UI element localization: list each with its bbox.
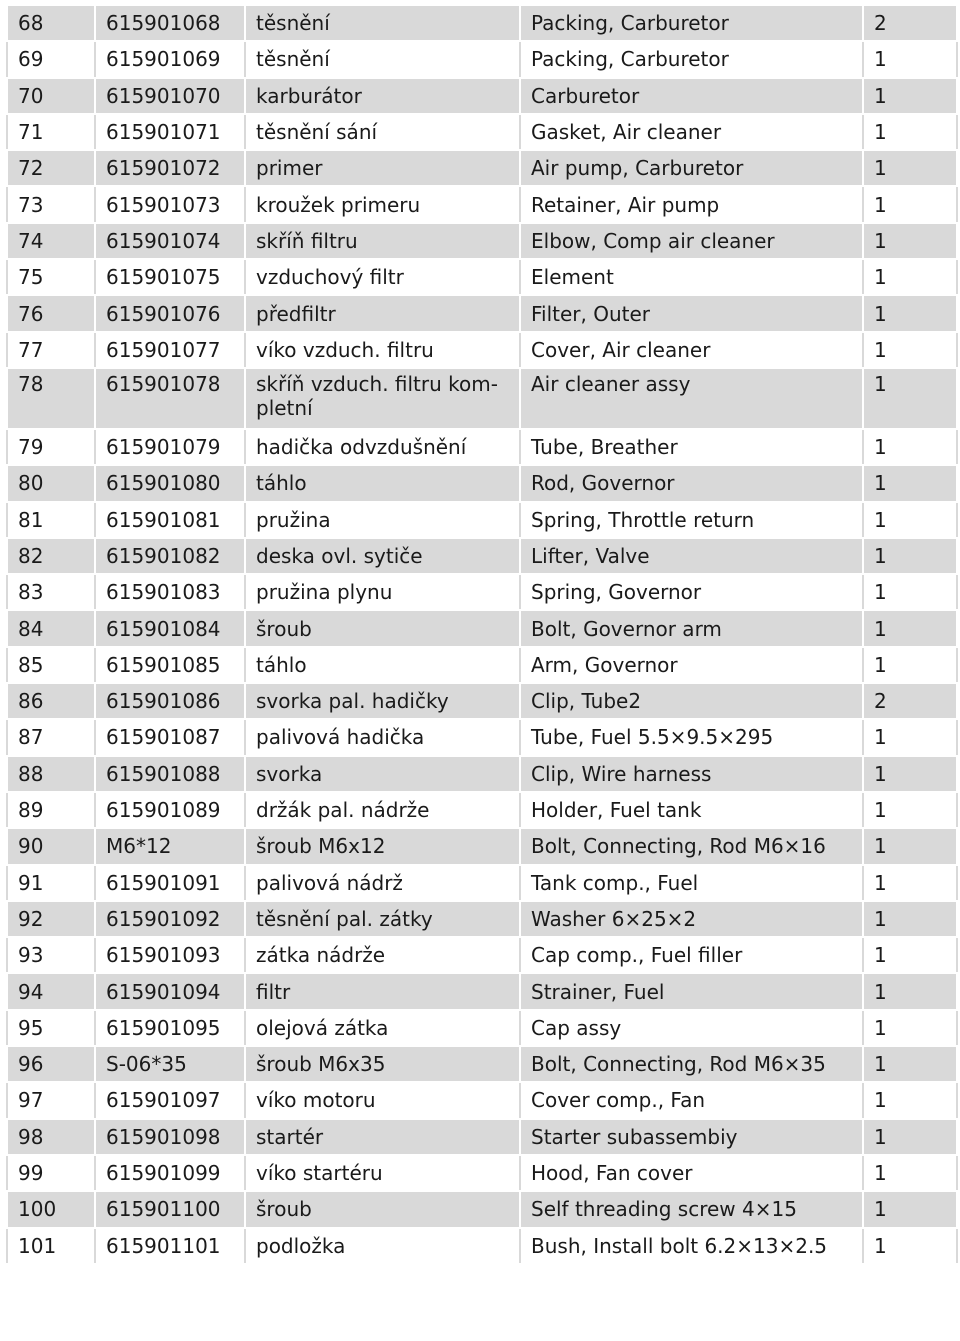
table-row <box>7 973 957 1009</box>
table-row <box>7 901 957 937</box>
item-number-cell: 70 <box>7 78 95 114</box>
quantity-cell: 1 <box>863 937 957 973</box>
czech-name-cell: vzduchový filtr <box>245 259 520 295</box>
english-name-cell: Spring, Throttle return <box>520 502 863 538</box>
czech-name-cell: víko motoru <box>245 1082 520 1118</box>
czech-name-cell: svorka <box>245 756 520 792</box>
item-number-cell: 74 <box>7 223 95 259</box>
czech-name-cell: kroužek primeru <box>245 186 520 222</box>
table-row <box>7 295 957 331</box>
table-row <box>7 5 957 41</box>
english-name-cell: Lifter, Valve <box>520 538 863 574</box>
table-row <box>7 574 957 610</box>
parts-table <box>6 4 958 1265</box>
table-row <box>7 538 957 574</box>
table-row <box>7 1155 957 1191</box>
czech-name-cell: olejová zátka <box>245 1010 520 1046</box>
english-name-cell: Washer 6×25×2 <box>520 901 863 937</box>
czech-name-cell: těsnění <box>245 41 520 77</box>
english-name-cell: Tube, Breather <box>520 429 863 465</box>
english-name-cell: Strainer, Fuel <box>520 973 863 1009</box>
table-row <box>7 1228 957 1264</box>
czech-name-cell: startér <box>245 1119 520 1155</box>
quantity-cell: 1 <box>863 41 957 77</box>
quantity-cell: 2 <box>863 5 957 41</box>
czech-name-cell: těsnění <box>245 5 520 41</box>
czech-name-cell: pružina plynu <box>245 574 520 610</box>
part-number-cell: 615901069 <box>95 41 245 77</box>
english-name-cell: Spring, Governor <box>520 574 863 610</box>
part-number-cell: 615901082 <box>95 538 245 574</box>
part-number-cell: 615901098 <box>95 1119 245 1155</box>
table-row <box>7 937 957 973</box>
part-number-cell: 615901071 <box>95 114 245 150</box>
english-name-cell: Filter, Outer <box>520 295 863 331</box>
quantity-cell: 1 <box>863 865 957 901</box>
part-number-cell: M6*12 <box>95 828 245 864</box>
item-number-cell: 99 <box>7 1155 95 1191</box>
quantity-cell: 1 <box>863 574 957 610</box>
quantity-cell: 1 <box>863 610 957 646</box>
item-number-cell: 85 <box>7 647 95 683</box>
english-name-cell: Hood, Fan cover <box>520 1155 863 1191</box>
table-row <box>7 683 957 719</box>
part-number-cell: 615901101 <box>95 1228 245 1264</box>
english-name-cell: Cap comp., Fuel filler <box>520 937 863 973</box>
czech-name-cell: zátka nádrže <box>245 937 520 973</box>
czech-name-cell: táhlo <box>245 647 520 683</box>
item-number-cell: 73 <box>7 186 95 222</box>
english-name-cell: Cover comp., Fan <box>520 1082 863 1118</box>
table-row <box>7 756 957 792</box>
item-number-cell: 86 <box>7 683 95 719</box>
czech-name-cell: skříň filtru <box>245 223 520 259</box>
table-row <box>7 114 957 150</box>
english-name-cell: Tube, Fuel 5.5×9.5×295 <box>520 719 863 755</box>
part-number-cell: 615901092 <box>95 901 245 937</box>
item-number-cell: 71 <box>7 114 95 150</box>
quantity-cell: 1 <box>863 1119 957 1155</box>
english-name-cell: Carburetor <box>520 78 863 114</box>
item-number-cell: 95 <box>7 1010 95 1046</box>
part-number-cell: 615901075 <box>95 259 245 295</box>
czech-name-cell: pružina <box>245 502 520 538</box>
quantity-cell: 1 <box>863 78 957 114</box>
quantity-cell: 1 <box>863 1155 957 1191</box>
english-name-cell: Clip, Tube2 <box>520 683 863 719</box>
item-number-cell: 94 <box>7 973 95 1009</box>
table-row <box>7 1191 957 1227</box>
part-number-cell: 615901095 <box>95 1010 245 1046</box>
item-number-cell: 98 <box>7 1119 95 1155</box>
part-number-cell: 615901083 <box>95 574 245 610</box>
quantity-cell: 1 <box>863 538 957 574</box>
item-number-cell: 96 <box>7 1046 95 1082</box>
item-number-cell: 78 <box>7 368 95 429</box>
part-number-cell: 615901087 <box>95 719 245 755</box>
table-row <box>7 465 957 501</box>
part-number-cell: 615901076 <box>95 295 245 331</box>
english-name-cell: Tank comp., Fuel <box>520 865 863 901</box>
item-number-cell: 80 <box>7 465 95 501</box>
part-number-cell: 615901100 <box>95 1191 245 1227</box>
part-number-cell: 615901078 <box>95 368 245 429</box>
table-row <box>7 610 957 646</box>
quantity-cell: 1 <box>863 792 957 828</box>
part-number-cell: 615901099 <box>95 1155 245 1191</box>
quantity-cell: 1 <box>863 465 957 501</box>
part-number-cell: 615901068 <box>95 5 245 41</box>
czech-name-cell: primer <box>245 150 520 186</box>
english-name-cell: Air cleaner assy <box>520 368 863 429</box>
item-number-cell: 92 <box>7 901 95 937</box>
item-number-cell: 88 <box>7 756 95 792</box>
item-number-cell: 75 <box>7 259 95 295</box>
quantity-cell: 1 <box>863 150 957 186</box>
table-row <box>7 647 957 683</box>
part-number-cell: 615901089 <box>95 792 245 828</box>
table-row <box>7 719 957 755</box>
table-row <box>7 78 957 114</box>
english-name-cell: Packing, Carburetor <box>520 5 863 41</box>
table-row <box>7 150 957 186</box>
table-row <box>7 1010 957 1046</box>
quantity-cell: 1 <box>863 828 957 864</box>
english-name-cell: Retainer, Air pump <box>520 186 863 222</box>
english-name-cell: Air pump, Carburetor <box>520 150 863 186</box>
quantity-cell: 1 <box>863 756 957 792</box>
quantity-cell: 1 <box>863 901 957 937</box>
czech-name-cell: šroub <box>245 610 520 646</box>
item-number-cell: 84 <box>7 610 95 646</box>
part-number-cell: 615901088 <box>95 756 245 792</box>
item-number-cell: 93 <box>7 937 95 973</box>
part-number-cell: 615901091 <box>95 865 245 901</box>
english-name-cell: Clip, Wire harness <box>520 756 863 792</box>
item-number-cell: 90 <box>7 828 95 864</box>
parts-table-body <box>7 5 957 1264</box>
english-name-cell: Starter subassembiy <box>520 1119 863 1155</box>
czech-name-cell: držák pal. nádrže <box>245 792 520 828</box>
quantity-cell: 1 <box>863 1046 957 1082</box>
part-number-cell: 615901084 <box>95 610 245 646</box>
czech-name-cell: podložka <box>245 1228 520 1264</box>
czech-name-cell: víko vzduch. filtru <box>245 332 520 368</box>
table-row <box>7 368 957 429</box>
czech-name-cell: šroub <box>245 1191 520 1227</box>
quantity-cell: 2 <box>863 683 957 719</box>
table-row <box>7 502 957 538</box>
quantity-cell: 1 <box>863 259 957 295</box>
table-row <box>7 1119 957 1155</box>
czech-name-cell: palivová nádrž <box>245 865 520 901</box>
item-number-cell: 101 <box>7 1228 95 1264</box>
table-row <box>7 1046 957 1082</box>
part-number-cell: 615901070 <box>95 78 245 114</box>
item-number-cell: 82 <box>7 538 95 574</box>
part-number-cell: 615901093 <box>95 937 245 973</box>
part-number-cell: 615901081 <box>95 502 245 538</box>
czech-name-cell: hadička odvzdušnění <box>245 429 520 465</box>
item-number-cell: 97 <box>7 1082 95 1118</box>
quantity-cell: 1 <box>863 1228 957 1264</box>
table-row <box>7 186 957 222</box>
table-row <box>7 332 957 368</box>
quantity-cell: 1 <box>863 502 957 538</box>
czech-name-cell: víko startéru <box>245 1155 520 1191</box>
item-number-cell: 79 <box>7 429 95 465</box>
czech-name-cell: filtr <box>245 973 520 1009</box>
item-number-cell: 83 <box>7 574 95 610</box>
czech-name-cell: těsnění pal. zátky <box>245 901 520 937</box>
czech-name-cell: předfiltr <box>245 295 520 331</box>
quantity-cell: 1 <box>863 368 957 429</box>
english-name-cell: Bush, Install bolt 6.2×13×2.5 <box>520 1228 863 1264</box>
quantity-cell: 1 <box>863 647 957 683</box>
quantity-cell: 1 <box>863 1010 957 1046</box>
czech-name-cell: palivová hadička <box>245 719 520 755</box>
quantity-cell: 1 <box>863 295 957 331</box>
english-name-cell: Packing, Carburetor <box>520 41 863 77</box>
part-number-cell: 615901085 <box>95 647 245 683</box>
english-name-cell: Bolt, Connecting, Rod M6×35 <box>520 1046 863 1082</box>
english-name-cell: Bolt, Governor arm <box>520 610 863 646</box>
table-row <box>7 1082 957 1118</box>
part-number-cell: 615901097 <box>95 1082 245 1118</box>
czech-name-cell: šroub M6x12 <box>245 828 520 864</box>
english-name-cell: Element <box>520 259 863 295</box>
table-row <box>7 223 957 259</box>
part-number-cell: 615901072 <box>95 150 245 186</box>
item-number-cell: 72 <box>7 150 95 186</box>
part-number-cell: 615901079 <box>95 429 245 465</box>
quantity-cell: 1 <box>863 114 957 150</box>
english-name-cell: Cap assy <box>520 1010 863 1046</box>
english-name-cell: Elbow, Comp air cleaner <box>520 223 863 259</box>
table-row <box>7 429 957 465</box>
czech-name-cell: karburátor <box>245 78 520 114</box>
part-number-cell: S-06*35 <box>95 1046 245 1082</box>
table-row <box>7 41 957 77</box>
item-number-cell: 100 <box>7 1191 95 1227</box>
item-number-cell: 76 <box>7 295 95 331</box>
part-number-cell: 615901077 <box>95 332 245 368</box>
quantity-cell: 1 <box>863 332 957 368</box>
czech-name-cell: šroub M6x35 <box>245 1046 520 1082</box>
item-number-cell: 91 <box>7 865 95 901</box>
czech-name-cell: táhlo <box>245 465 520 501</box>
english-name-cell: Self threading screw 4×15 <box>520 1191 863 1227</box>
part-number-cell: 615901086 <box>95 683 245 719</box>
english-name-cell: Rod, Governor <box>520 465 863 501</box>
quantity-cell: 1 <box>863 1191 957 1227</box>
table-row <box>7 828 957 864</box>
item-number-cell: 68 <box>7 5 95 41</box>
item-number-cell: 69 <box>7 41 95 77</box>
quantity-cell: 1 <box>863 429 957 465</box>
english-name-cell: Holder, Fuel tank <box>520 792 863 828</box>
item-number-cell: 77 <box>7 332 95 368</box>
part-number-cell: 615901094 <box>95 973 245 1009</box>
part-number-cell: 615901074 <box>95 223 245 259</box>
part-number-cell: 615901073 <box>95 186 245 222</box>
quantity-cell: 1 <box>863 223 957 259</box>
table-row <box>7 259 957 295</box>
czech-name-cell: svorka pal. hadičky <box>245 683 520 719</box>
czech-name-cell: skříň vzduch. filtru kom-pletní <box>245 368 520 429</box>
item-number-cell: 81 <box>7 502 95 538</box>
quantity-cell: 1 <box>863 186 957 222</box>
english-name-cell: Gasket, Air cleaner <box>520 114 863 150</box>
czech-name-cell: deska ovl. sytiče <box>245 538 520 574</box>
table-row <box>7 865 957 901</box>
item-number-cell: 87 <box>7 719 95 755</box>
part-number-cell: 615901080 <box>95 465 245 501</box>
item-number-cell: 89 <box>7 792 95 828</box>
quantity-cell: 1 <box>863 1082 957 1118</box>
english-name-cell: Bolt, Connecting, Rod M6×16 <box>520 828 863 864</box>
english-name-cell: Arm, Governor <box>520 647 863 683</box>
english-name-cell: Cover, Air cleaner <box>520 332 863 368</box>
parts-list-sheet <box>6 4 958 1265</box>
quantity-cell: 1 <box>863 719 957 755</box>
czech-name-cell: těsnění sání <box>245 114 520 150</box>
table-row <box>7 792 957 828</box>
quantity-cell: 1 <box>863 973 957 1009</box>
